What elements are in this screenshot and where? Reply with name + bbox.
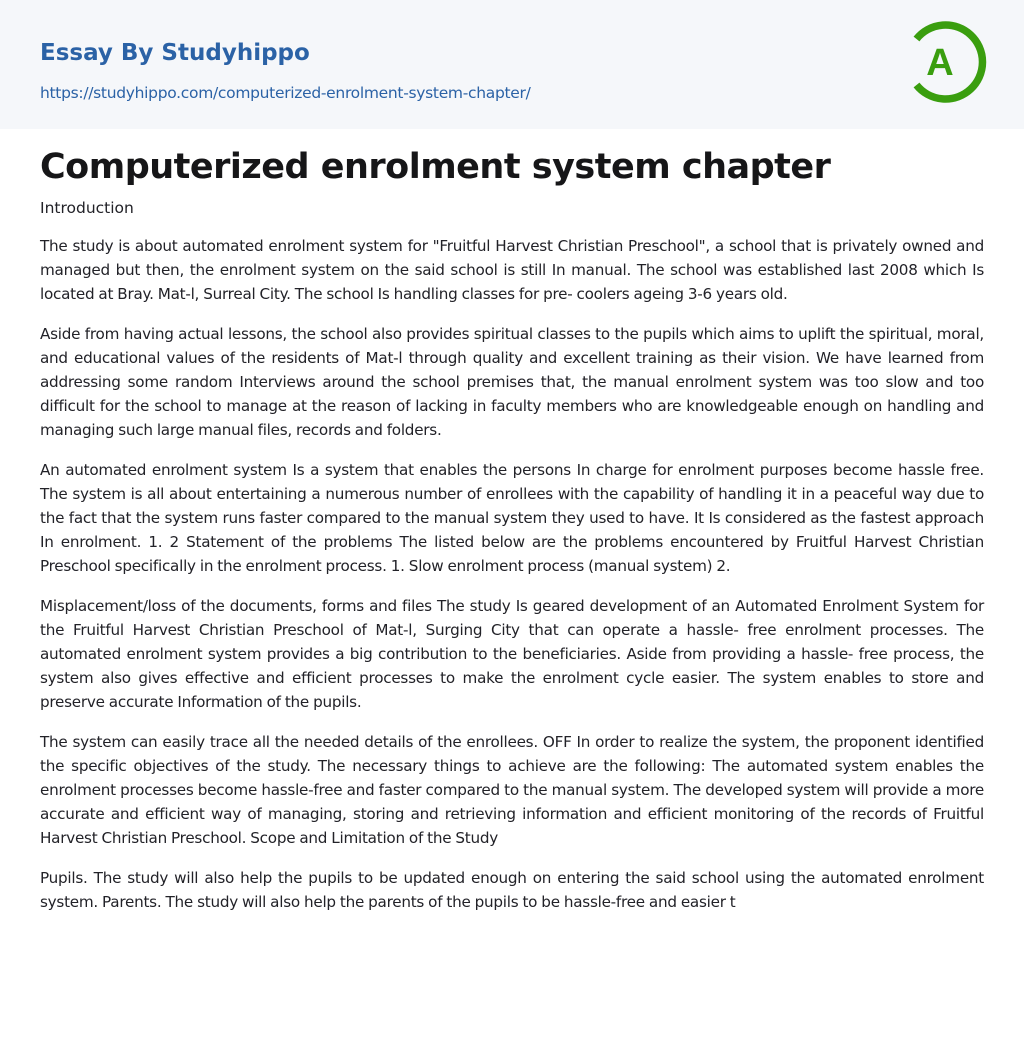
section-subtitle: Introduction	[40, 199, 134, 217]
essay-paragraph: The study is about automated enrolment system for "Fruitful Harvest Christian Preschool", a school that is privately owned and managed but then, the enrolment system on the said school is still In manual. The school was established last 2008 which Is located at Bray. Mat-l, Surreal City. The school Is handling classes for pre- coolers ageing 3-6 years old.	[40, 237, 984, 303]
essay-paragraph: Pupils. The study will also help the pupils to be updated enough on entering the said school using the automated enrolment system. Parents. The study will also help the parents of the pupils to be hassle-free and easier t	[40, 869, 984, 911]
source-url-link[interactable]: https://studyhippo.com/computerized-enrolment-system-chapter/	[40, 84, 531, 102]
studyhippo-logo-icon[interactable]	[906, 16, 994, 108]
logo-letter: A	[926, 42, 954, 84]
brand-title: Essay By Studyhippo	[40, 40, 310, 66]
page-title: Computerized enrolment system chapter	[40, 147, 831, 187]
essay-paragraph: Misplacement/loss of the documents, forms and files The study Is geared development of an Automated Enrolment System for the Fruitful Harvest Christian Preschool of Mat-l, Surging City that can operate a hassle- free enrolment processes. The automated enrolment system provides a big contribution to the beneficiaries. Aside from providing a hassle- free process, the system also gives effective and efficient processes to make the enrolment cycle easier. The system enables to store and preserve accurate Information of the pupils.	[40, 597, 984, 711]
essay-paragraph: An automated enrolment system Is a system that enables the persons In charge for enrolment purposes become hassle free. The system is all about entertaining a numerous number of enrollees with the capability of handling it in a peaceful way due to the fact that the system runs faster compared to the manual system they used to have. It Is considered as the fastest approach In enrolment. 1. 2 Statement of the problems The listed below are the problems encountered by Fruitful Harvest Christian Preschool specifically in the enrolment process. 1. Slow enrolment process (manual system) 2.	[40, 461, 984, 575]
essay-paragraph: Aside from having actual lessons, the school also provides spiritual classes to the pupils which aims to uplift the spiritual, moral, and educational values of the residents of Mat-l through quality and excellent training as their vision. We have learned from addressing some random Interviews around the school premises that, the manual enrolment system was too slow and too difficult for the school to manage at the reason of lacking in faculty members who are knowledgeable enough on handling and managing such large manual files, records and folders.	[40, 325, 984, 439]
essay-paragraph: The system can easily trace all the needed details of the enrollees. OFF In order to realize the system, the proponent identified the specific objectives of the study. The necessary things to achieve are the following: The automated system enables the enrolment processes become hassle-free and faster compared to the manual system. The developed system will provide a more accurate and efficient way of managing, storing and retrieving information and efficient monitoring of the records of Fruitful Harvest Christian Preschool. Scope and Limitation of the Study	[40, 733, 984, 847]
essay-body	[40, 234, 984, 930]
